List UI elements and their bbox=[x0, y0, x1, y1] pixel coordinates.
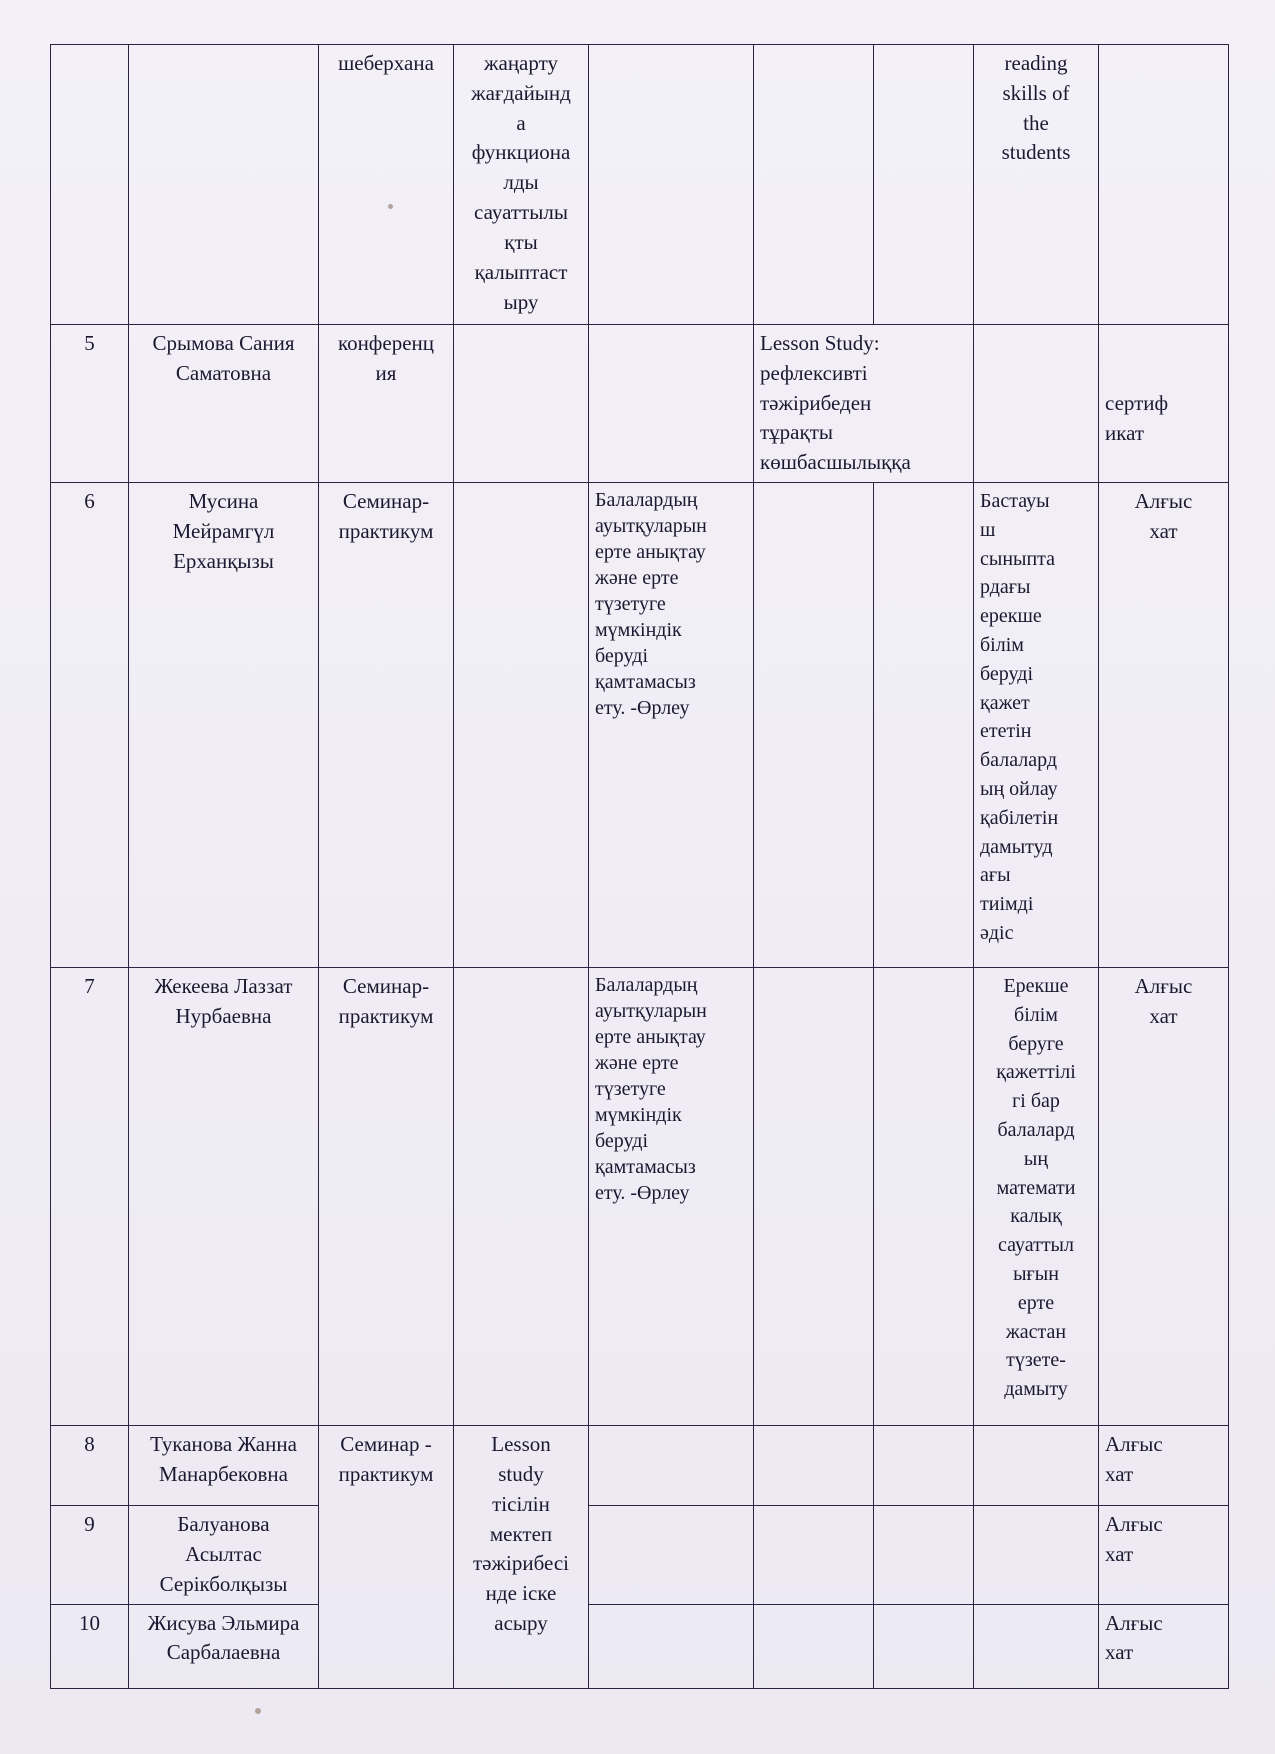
cell-name bbox=[129, 1426, 319, 1506]
cell-regional bbox=[589, 483, 754, 968]
cell-topic bbox=[454, 45, 589, 325]
regional-line: ауытқуларын bbox=[595, 515, 707, 538]
document-line: хат bbox=[1149, 518, 1178, 543]
result-line: түзете- bbox=[1006, 1349, 1066, 1372]
republic-line: тұрақты bbox=[760, 420, 833, 445]
result-line: білім bbox=[980, 634, 1024, 657]
format-line: Семинар- bbox=[342, 974, 430, 999]
cell-republic bbox=[754, 968, 874, 1426]
cell-num bbox=[51, 1506, 129, 1604]
cell-international bbox=[874, 1604, 974, 1688]
regional-line: ету. -Өрлеу bbox=[595, 1182, 690, 1205]
topic-line: тісілін bbox=[492, 1491, 550, 1516]
cell-name bbox=[129, 325, 319, 483]
name-line: Туканова Жанна bbox=[150, 1432, 297, 1457]
regional-line: Балалардың bbox=[595, 489, 698, 512]
cell-regional bbox=[589, 45, 754, 325]
name-line: Мейрамгүл bbox=[172, 518, 275, 543]
result-line: ш bbox=[980, 518, 996, 541]
row-number: 10 bbox=[79, 1610, 100, 1635]
regional-line: түзетуге bbox=[595, 593, 666, 616]
cell-topic bbox=[454, 968, 589, 1426]
cell-document bbox=[1099, 483, 1229, 968]
table-row bbox=[51, 1506, 1229, 1604]
format-line: практикум bbox=[338, 1003, 434, 1028]
scan-speck bbox=[255, 1708, 261, 1714]
regional-line: беруді bbox=[595, 645, 648, 668]
format-line: конференц bbox=[337, 331, 435, 355]
cell-num bbox=[51, 45, 129, 325]
cell-regional bbox=[589, 1426, 754, 1506]
topic-line: а bbox=[516, 110, 526, 135]
topic-line: функциона bbox=[471, 140, 571, 165]
cell-result bbox=[974, 45, 1099, 325]
result-line: математи bbox=[996, 1176, 1076, 1199]
result-line: жастан bbox=[1005, 1320, 1067, 1343]
result-line: students bbox=[1001, 140, 1071, 165]
topic-line: Lesson bbox=[491, 1432, 551, 1457]
result-line: reading bbox=[1004, 51, 1068, 75]
name-line: Асылтас bbox=[185, 1541, 262, 1566]
cell-international bbox=[874, 45, 974, 325]
name-line: Манарбековна bbox=[159, 1461, 288, 1486]
cell-document bbox=[1099, 968, 1229, 1426]
cell-name bbox=[129, 45, 319, 325]
result-line: білім bbox=[1014, 1003, 1058, 1026]
topic-line: жаңарту bbox=[483, 51, 558, 75]
table-row bbox=[51, 325, 1229, 483]
regional-line: қамтамасыз bbox=[595, 1156, 696, 1179]
regional-line: және ерте bbox=[595, 1052, 679, 1075]
result-line: беруге bbox=[1008, 1032, 1064, 1055]
table-row-continued bbox=[51, 45, 1229, 325]
result-line: гі бар bbox=[1012, 1090, 1060, 1113]
republic-line: көшбасшылыққа bbox=[760, 450, 911, 475]
row-number: 7 bbox=[84, 974, 95, 999]
topic-line: нде іске bbox=[485, 1581, 557, 1606]
format-line: практикум bbox=[338, 518, 434, 543]
result-line: қажеттілі bbox=[996, 1061, 1076, 1084]
result-line: ығын bbox=[1013, 1263, 1059, 1286]
result-line: Бастауы bbox=[980, 490, 1050, 513]
topic-line: лды bbox=[503, 170, 539, 195]
republic-line: Lesson Study: bbox=[760, 331, 880, 355]
document-line: хат bbox=[1105, 1541, 1134, 1566]
result-line: ерте bbox=[1017, 1291, 1055, 1314]
result-line: қабілетін bbox=[980, 806, 1059, 829]
cell-result bbox=[974, 968, 1099, 1426]
document-line: сертиф bbox=[1105, 391, 1169, 415]
cell-republic bbox=[754, 45, 874, 325]
format-text: шеберхана bbox=[338, 51, 434, 75]
document-line: хат bbox=[1105, 1640, 1134, 1665]
result-line: қажет bbox=[980, 691, 1030, 714]
document-line: Алғыс bbox=[1105, 1512, 1163, 1537]
result-line: ағы bbox=[980, 864, 1011, 887]
result-line: ерекше bbox=[980, 605, 1042, 628]
row-number: 9 bbox=[84, 1512, 95, 1537]
cell-international bbox=[874, 968, 974, 1426]
regional-line: мүмкіндік bbox=[595, 1104, 682, 1127]
cell-name bbox=[129, 1604, 319, 1688]
table-row bbox=[51, 1426, 1229, 1506]
cell-document bbox=[1099, 1604, 1229, 1688]
cell-name bbox=[129, 483, 319, 968]
regional-line: қамтамасыз bbox=[595, 671, 696, 694]
topic-line: мектеп bbox=[489, 1521, 553, 1546]
republic-line: тәжірибеден bbox=[760, 390, 872, 415]
cell-format bbox=[319, 483, 454, 968]
cell-regional bbox=[589, 968, 754, 1426]
name-line: Нурбаевна bbox=[175, 1003, 272, 1028]
cell-num bbox=[51, 1604, 129, 1688]
cell-num bbox=[51, 1426, 129, 1506]
format-line: ия bbox=[375, 360, 397, 385]
result-line: тиімді bbox=[980, 893, 1034, 916]
cell-document bbox=[1099, 1426, 1229, 1506]
cell-document bbox=[1099, 45, 1229, 325]
cell-name bbox=[129, 968, 319, 1426]
result-line: ың bbox=[1023, 1147, 1049, 1170]
cell-format-group bbox=[319, 1426, 454, 1688]
document-line: Алғыс bbox=[1105, 1610, 1163, 1635]
topic-line: тәжірибесі bbox=[473, 1551, 569, 1576]
republic-line: рефлексивті bbox=[760, 360, 868, 385]
name-line: Мусина bbox=[188, 489, 259, 514]
name-line: Жисува Эльмира bbox=[147, 1610, 300, 1635]
row-number: 6 bbox=[84, 489, 95, 514]
participants-table bbox=[50, 44, 1229, 1689]
regional-line: түзетуге bbox=[595, 1078, 666, 1101]
cell-republic bbox=[754, 1604, 874, 1688]
cell-republic bbox=[754, 1426, 874, 1506]
table-row bbox=[51, 968, 1229, 1426]
regional-line: мүмкіндік bbox=[595, 619, 682, 642]
cell-topic bbox=[454, 325, 589, 483]
cell-regional bbox=[589, 1604, 754, 1688]
result-line: калық bbox=[1010, 1205, 1062, 1228]
table-row bbox=[51, 483, 1229, 968]
cell-num bbox=[51, 968, 129, 1426]
name-line: Балуанова bbox=[177, 1512, 270, 1537]
cell-international bbox=[874, 1426, 974, 1506]
result-line: Ерекше bbox=[1003, 975, 1069, 998]
result-line: ың ойлау bbox=[980, 778, 1058, 801]
cell-republic bbox=[754, 325, 974, 483]
result-line: ететін bbox=[980, 720, 1032, 743]
regional-line: ерте анықтау bbox=[595, 1026, 706, 1049]
topic-line: қалыптаст bbox=[474, 259, 568, 284]
result-line: сыныпта bbox=[980, 547, 1056, 570]
cell-num bbox=[51, 483, 129, 968]
cell-international bbox=[874, 1506, 974, 1604]
cell-republic bbox=[754, 1506, 874, 1604]
name-line: Срымова Сания bbox=[152, 331, 295, 355]
cell-republic bbox=[754, 483, 874, 968]
document-line: Алғыс bbox=[1134, 489, 1193, 514]
regional-line: ерте анықтау bbox=[595, 541, 706, 564]
cell-name bbox=[129, 1506, 319, 1604]
row-number: 8 bbox=[84, 1432, 95, 1457]
result-line: сауаттыл bbox=[998, 1234, 1074, 1257]
cell-regional bbox=[589, 325, 754, 483]
result-line: the bbox=[1023, 110, 1049, 135]
result-line: дамыту bbox=[1004, 1378, 1068, 1401]
cell-topic bbox=[454, 483, 589, 968]
topic-line: study bbox=[498, 1461, 544, 1486]
cell-num bbox=[51, 325, 129, 483]
format-line: Семинар- bbox=[342, 489, 430, 514]
format-line: практикум bbox=[338, 1461, 434, 1486]
cell-regional bbox=[589, 1506, 754, 1604]
result-line: рдағы bbox=[980, 576, 1031, 599]
document-line: Алғыс bbox=[1105, 1432, 1163, 1457]
topic-line: ыру bbox=[503, 289, 539, 314]
cell-format bbox=[319, 325, 454, 483]
result-line: әдіс bbox=[980, 922, 1014, 945]
result-line: балалард bbox=[980, 749, 1058, 772]
cell-result bbox=[974, 325, 1099, 483]
cell-result bbox=[974, 483, 1099, 968]
cell-format bbox=[319, 968, 454, 1426]
cell-topic-group bbox=[454, 1426, 589, 1688]
regional-line: және ерте bbox=[595, 567, 679, 590]
regional-line: Балалардың bbox=[595, 974, 698, 997]
cell-format bbox=[319, 45, 454, 325]
row-number: 5 bbox=[84, 331, 95, 355]
document-line: икат bbox=[1105, 420, 1145, 445]
name-line: Серікболқызы bbox=[159, 1571, 288, 1596]
regional-line: беруді bbox=[595, 1130, 648, 1153]
cell-document bbox=[1099, 1506, 1229, 1604]
cell-result bbox=[974, 1426, 1099, 1506]
name-line: Ерханқызы bbox=[173, 548, 274, 573]
result-line: беруді bbox=[980, 662, 1033, 685]
topic-line: сауаттылы bbox=[474, 200, 568, 225]
cell-result bbox=[974, 1506, 1099, 1604]
regional-line: ауытқуларын bbox=[595, 1000, 707, 1023]
cell-international bbox=[874, 483, 974, 968]
result-line: skills of bbox=[1002, 80, 1070, 105]
document-line: хат bbox=[1105, 1461, 1134, 1486]
table-row bbox=[51, 1604, 1229, 1688]
cell-result bbox=[974, 1604, 1099, 1688]
name-line: Саматовна bbox=[175, 360, 272, 385]
topic-line: жағдайынд bbox=[471, 80, 571, 105]
name-line: Жекеева Лаззат bbox=[154, 974, 293, 999]
cell-document bbox=[1099, 325, 1229, 483]
result-line: балалард bbox=[997, 1119, 1075, 1142]
regional-line: ету. -Өрлеу bbox=[595, 697, 690, 720]
topic-line: қты bbox=[504, 229, 538, 254]
result-line: дамытуд bbox=[980, 835, 1053, 858]
topic-line: асыру bbox=[494, 1610, 548, 1635]
name-line: Сарбалаевна bbox=[166, 1640, 281, 1665]
document-line: Алғыс bbox=[1134, 974, 1193, 999]
format-line: Семинар - bbox=[340, 1432, 432, 1457]
document-line: хат bbox=[1149, 1003, 1178, 1028]
